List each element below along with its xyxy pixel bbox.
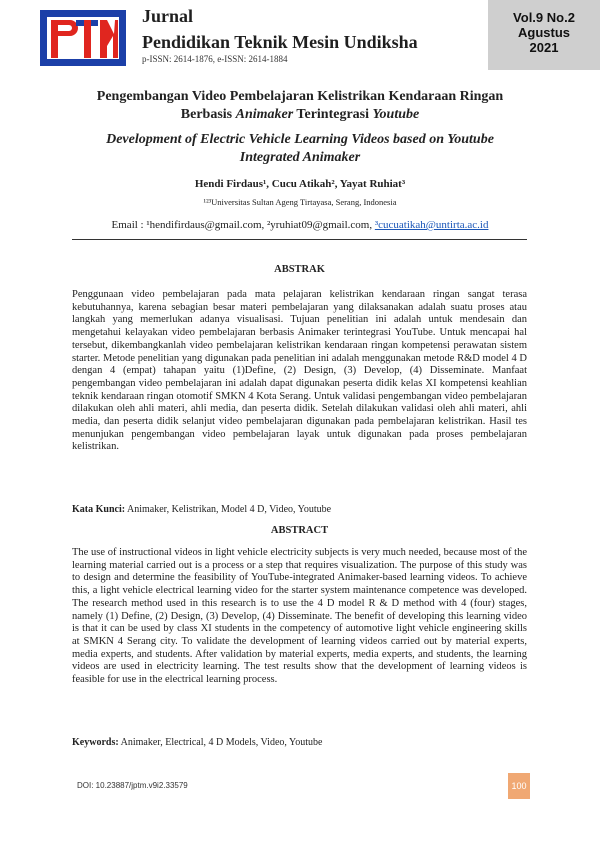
abstrak-keywords-value: Animaker, Kelistrikan, Model 4 D, Video, Youtube (125, 504, 332, 515)
paper-title-id (60, 88, 540, 124)
volume-year: 2021 (529, 40, 559, 55)
email-link[interactable]: ³cucuatikah@untirta.ac.id (374, 219, 489, 231)
issn-line: p-ISSN: 2614-1876, e-ISSN: 2614-1884 (142, 54, 288, 64)
paper-title-id-animaker: Animaker (235, 107, 294, 122)
volume-month: Agustus (518, 25, 570, 40)
paper-title-en-line1: Development of Electric Vehicle Learning Videos based on Youtube (106, 132, 494, 147)
abstract-keywords-label: Keywords: (72, 737, 119, 748)
paper-title-id-part2: Berbasis (180, 107, 236, 122)
divider (72, 239, 527, 240)
abstrak-body: Penggunaan video pembelajaran pada mata pelajaran kelistrikan kendaraan ringan sangat terasa kebutuhannya, karena sebagian besar materi pembelajaran yang dilaksanakan adalah suatu proses atau langkah yang memerlukan adanya visualisasi. Tujuan penelitian ini adalah untuk mendesain dan mengetahui kelayakan video pembelajaran berbasis Animaker terintegrasi YouTube. Untuk mencapai hal tersebut, dikembangkanlah video pembelajaran kelistrikan kendaraan ringan kompetensi perawatan sistem starter. Metode penelitian yang digunakan pada penelitian ini adalah menggunakan metode R&D model 4 D dengan 4 (empat) tahapan yaitu (1)Define, (2) Design, (3) Develop, (4) Disseminate. Manfaat pengembangan video pembelajaran ini adalah dapat digunakan peserta didik kelas XI kompetensi keahlian teknik kendaraan ringan otomotif SMKN 4 Kota Serang. Untuk validasi pengembangan video pembelajaran dilakukan oleh ahli materi, ahli media, dan peserta didik. Setelah dilakukan validasi oleh ahli materi, ahli media, dan peserta didik selanjut video pembelajaran digunakan pada pembelajaran kelistrikan. Hasil tes menunjukan pengembangan video pembelajaran layak untuk digunakan pada proses pembelajaran kelistrikan. (72, 289, 527, 453)
abstract-body: The use of instructional videos in light vehicle electricity subjects is very much needed, because most of the learning material carried out is a process or a step that requires visualization. The purpose of this study was to design and determine the feasibility of YouTube-integrated Animaker-based learning videos. To achieve this, a light vehicle electrical learning video for the starter system maintenance competence was developed. The research method used in this research is to use the 4 D model R & D method with 4 (four) stages, namely (1) Define, (2) Design, (3) Develop, (4) Disseminate. The benefit of developing this learning video is that it can be used by class XI students in the competency of automotive light vehicle engineering skills at SMKN 4 Serang city. To validate the development of learning videos carried out by material experts, media experts, and students. After validation by material experts, media experts, and students, the learning videos are used in electricity learning. The test results show that the development of learning videos is feasible for use in the electrical learning process. (72, 547, 527, 686)
journal-header (0, 0, 600, 70)
volume-number: Vol.9 No.2 (513, 10, 575, 25)
abstract-heading: ABSTRACT (270, 525, 329, 536)
journal-title-line2: Pendidikan Teknik Mesin Undiksha (142, 32, 418, 52)
abstract-keywords (72, 737, 527, 748)
volume-box (488, 0, 600, 70)
email-prefix: Email : ¹hendifirdaus@gmail.com, ²yruhiat09@gmail.com, (111, 219, 375, 231)
authors: Hendi Firdaus¹, Cucu Atikah², Yayat Ruhiat³ (194, 178, 406, 190)
affiliation: ¹²³Universitas Sultan Ageng Tirtayasa, Serang, Indonesia (203, 197, 397, 207)
abstract-keywords-value: Animaker, Electrical, 4 D Models, Video, Youtube (118, 737, 323, 748)
email-line (60, 219, 540, 231)
abstrak-heading: ABSTRAK (274, 264, 325, 275)
abstrak-keywords (72, 504, 527, 515)
paper-title-id-part4: Terintegrasi (293, 107, 373, 122)
page-number: 100 (508, 773, 530, 799)
journal-title (142, 6, 418, 52)
journal-logo-icon (38, 8, 128, 68)
abstrak-keywords-label: Kata Kunci: (72, 504, 126, 515)
paper-title-en (60, 131, 540, 167)
paper-title-en-line2: Integrated Animaker (239, 150, 361, 165)
journal-title-line1: Jurnal (142, 6, 194, 26)
paper-title-id-line1: Pengembangan Video Pembelajaran Kelistrikan Kendaraan Ringan (96, 89, 504, 104)
paper-title-id-youtube: Youtube (372, 107, 420, 122)
doi: DOI: 10.23887/jptm.v9i2.33579 (77, 781, 188, 790)
